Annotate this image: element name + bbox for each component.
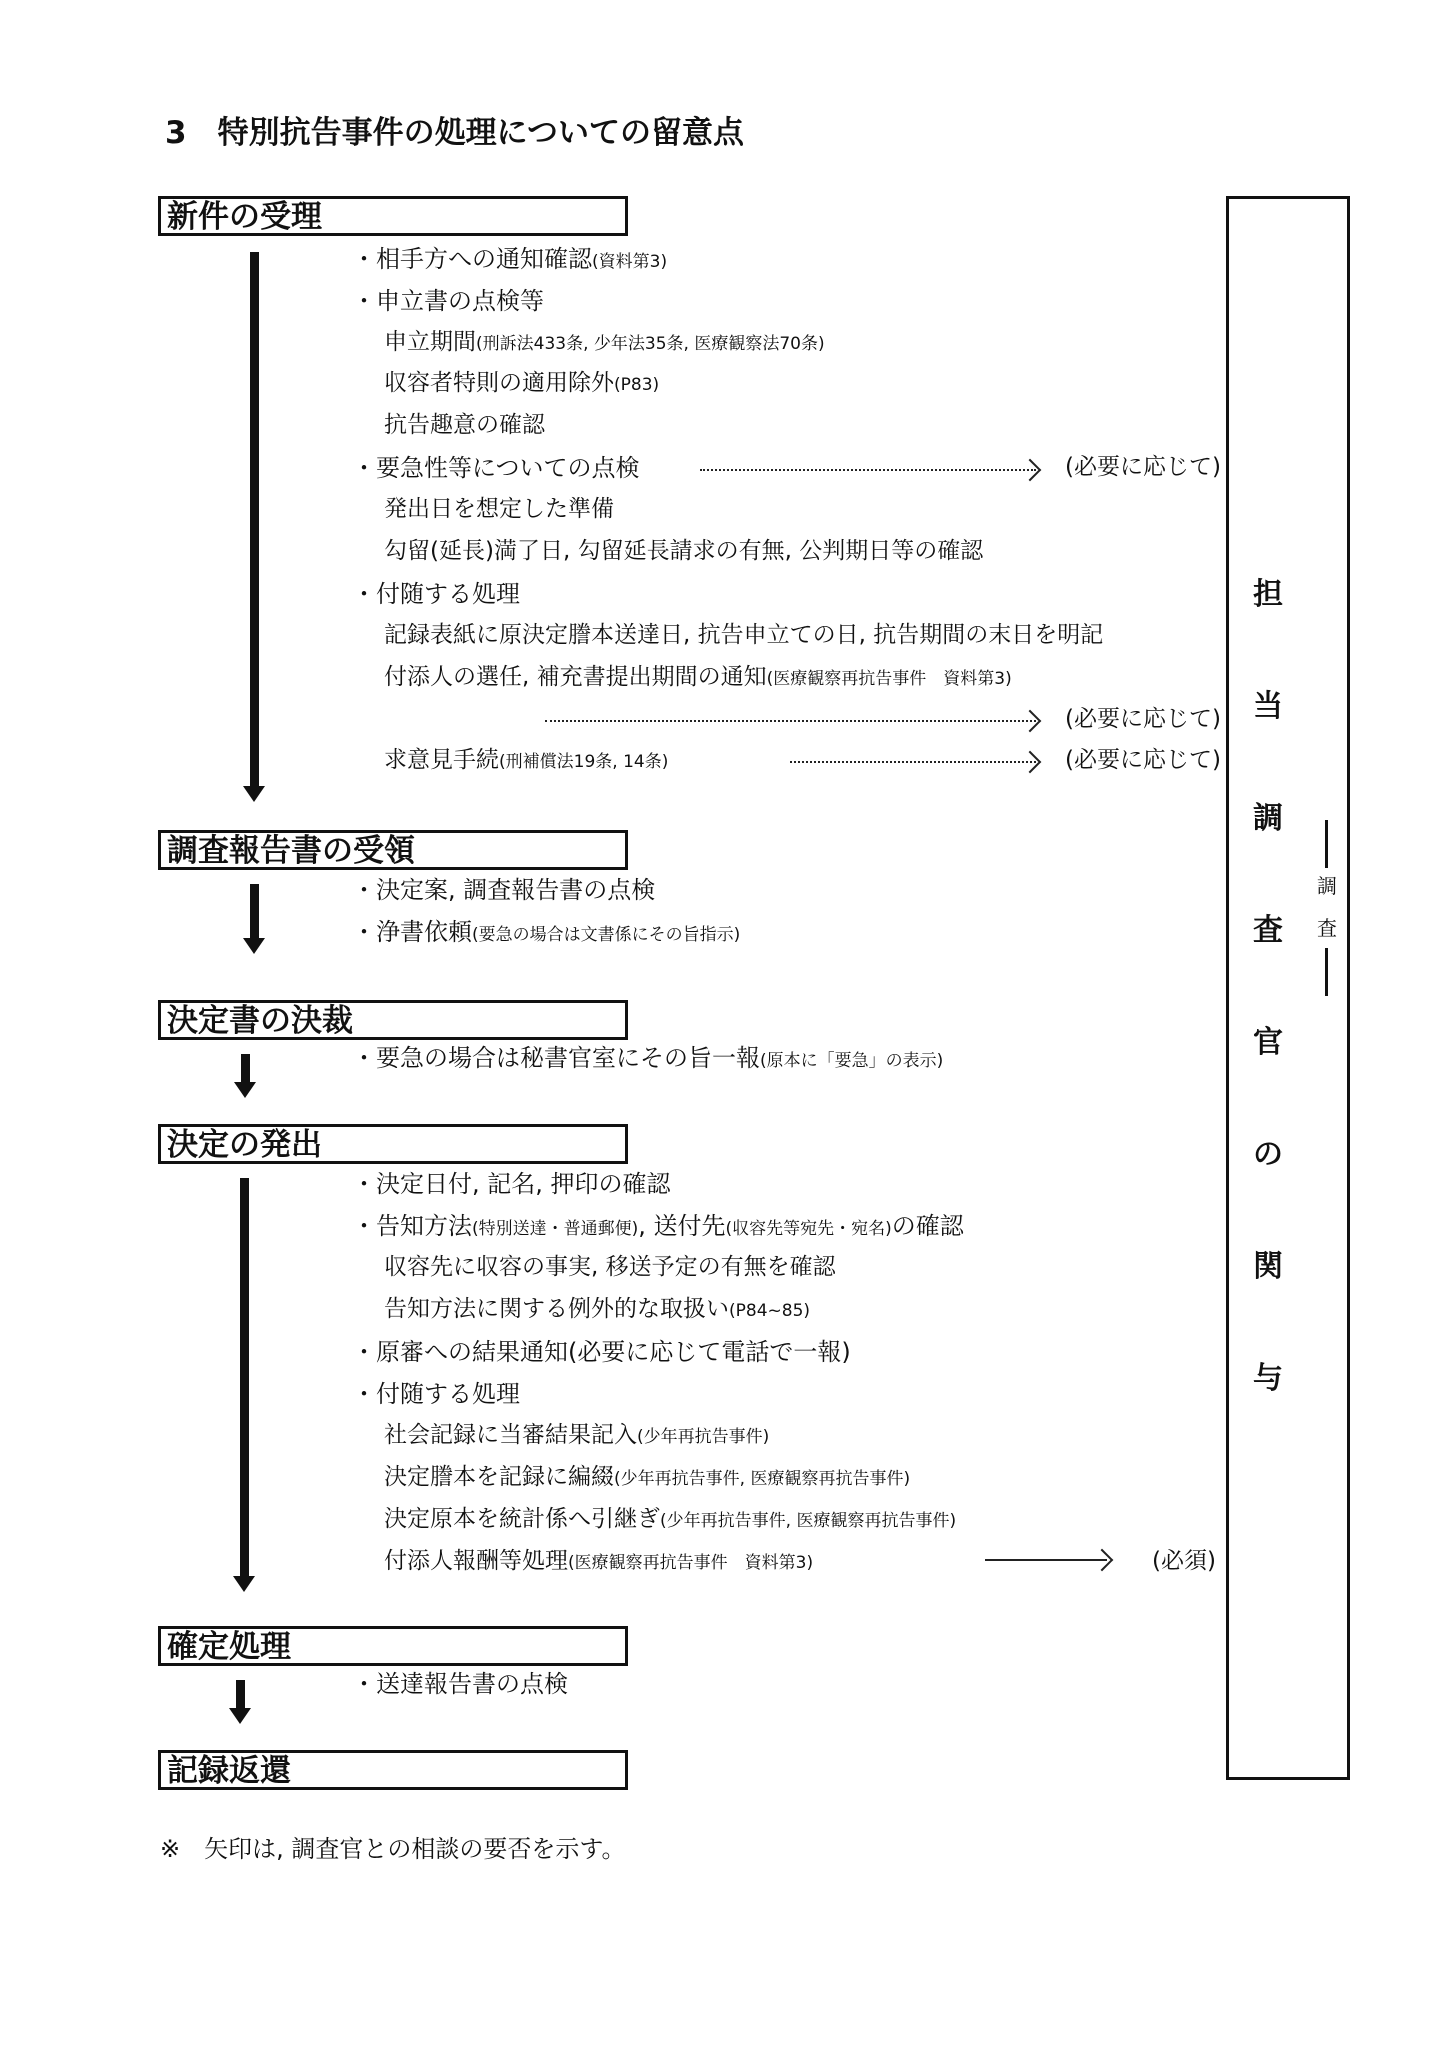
sub-label-line xyxy=(1325,948,1328,996)
consult-arrowhead xyxy=(1019,459,1042,482)
vertical-char-small: 調 xyxy=(1317,874,1337,898)
item-social-record: 社会記録に当審結果記入(少年再抗告事件) xyxy=(384,1422,770,1448)
stage-approval: 決定書の決裁 xyxy=(158,1000,628,1040)
stage-report-receipt: 調査報告書の受領 xyxy=(158,830,628,870)
flow-arrowhead xyxy=(234,1082,256,1098)
consult-arrow-line xyxy=(545,720,1036,722)
item-copy-binding: 決定謄本を記録に編綴(少年再抗告事件, 医療観察再抗告事件) xyxy=(384,1464,911,1490)
item-filing-period: 申立期間(刑訴法433条, 少年法35条, 医療観察法70条) xyxy=(384,329,825,355)
flow-arrow-shaft xyxy=(250,252,259,786)
consult-arrowhead xyxy=(1019,751,1042,774)
item-attendant-fee: 付添人報酬等処理(医療観察再抗告事件 資料第3) xyxy=(384,1548,814,1574)
flow-arrow-shaft xyxy=(240,1178,249,1576)
consult-as-needed-label: (必要に応じて) xyxy=(1065,706,1221,732)
consult-required-label: (必須) xyxy=(1152,1548,1216,1574)
item-urgent-notice: ・要急の場合は秘書官室にその旨一報(原本に「要急」の表示) xyxy=(352,1044,944,1072)
consult-arrow-line xyxy=(700,469,1036,471)
flow-arrowhead xyxy=(233,1576,255,1592)
flow-arrowhead xyxy=(243,786,265,802)
item-ancillary-processing: ・付随する処理 xyxy=(352,580,520,608)
flow-arrow-shaft xyxy=(236,1680,245,1708)
item-notification-method: ・告知方法(特別送達・普通郵便), 送付先(収容先等宛先・宛名)の確認 xyxy=(352,1212,964,1240)
flow-arrow-shaft xyxy=(241,1054,250,1082)
item-appeal-intent: 抗告趣意の確認 xyxy=(384,412,545,438)
consult-arrowhead xyxy=(1091,1549,1114,1572)
vertical-char: の xyxy=(1253,1137,1283,1172)
vertical-char: 関 xyxy=(1253,1249,1283,1284)
consult-arrow-line xyxy=(790,761,1036,763)
item-ancillary-processing-2: ・付随する処理 xyxy=(352,1380,520,1408)
flow-arrowhead xyxy=(229,1708,251,1724)
item-result-notice: ・原審への結果通知(必要に応じて電話で一報) xyxy=(352,1338,851,1366)
consult-arrow-line xyxy=(985,1559,1107,1561)
investigator-involvement-box xyxy=(1226,196,1350,1780)
stage-record-return: 記録返還 xyxy=(158,1750,628,1790)
item-notice-check: ・相手方への通知確認(資料第3) xyxy=(352,245,668,273)
vertical-char: 調 xyxy=(1253,801,1283,836)
item-exceptional-handling: 告知方法に関する例外的な取扱い(P84~85) xyxy=(384,1296,811,1322)
vertical-char: 官 xyxy=(1253,1025,1283,1060)
vertical-char: 与 xyxy=(1253,1361,1283,1396)
flow-arrow-shaft xyxy=(250,884,259,938)
consult-arrowhead xyxy=(1019,710,1042,733)
item-detainee-exception: 収容者特則の適用除外(P83) xyxy=(384,370,660,396)
item-date-seal-check: ・決定日付, 記名, 押印の確認 xyxy=(352,1170,671,1198)
vertical-char: 査 xyxy=(1253,913,1283,948)
vertical-char: 担 xyxy=(1253,577,1283,612)
footnote: ※ 矢印は, 調査官との相談の要否を示す。 xyxy=(160,1835,626,1863)
vertical-char-small: 査 xyxy=(1317,916,1337,940)
stage-issuance: 決定の発出 xyxy=(158,1124,628,1164)
consult-as-needed-label: (必要に応じて) xyxy=(1065,454,1221,480)
sub-label-line xyxy=(1325,820,1328,868)
item-issue-date-prep: 発出日を想定した準備 xyxy=(384,496,614,522)
item-opinion-request: 求意見手続(刑補償法19条, 14条) xyxy=(384,747,669,773)
page-title: 3 特別抗告事件の処理についての留意点 xyxy=(165,115,744,151)
stage-new-case: 新件の受理 xyxy=(158,196,628,236)
item-attendant-appointment: 付添人の選任, 補充書提出期間の通知(医療観察再抗告事件 資料第3) xyxy=(384,664,1012,690)
item-detention-facility-check: 収容先に収容の事実, 移送予定の有無を確認 xyxy=(384,1254,836,1280)
item-original-handover: 決定原本を統計係へ引継ぎ(少年再抗告事件, 医療観察再抗告事件) xyxy=(384,1506,957,1532)
item-urgency-check: ・要急性等についての点検 xyxy=(352,454,640,482)
consult-as-needed-label: (必要に応じて) xyxy=(1065,747,1221,773)
item-service-report-check: ・送達報告書の点検 xyxy=(352,1670,568,1698)
item-detention-check: 勾留(延長)満了日, 勾留延長請求の有無, 公判期日等の確認 xyxy=(384,538,984,564)
item-petition-inspection: ・申立書の点検等 xyxy=(352,287,544,315)
stage-finalization: 確定処理 xyxy=(158,1626,628,1666)
item-fair-copy-request: ・浄書依頼(要急の場合は文書係にその旨指示) xyxy=(352,918,741,946)
flow-arrowhead xyxy=(243,938,265,954)
vertical-char: 当 xyxy=(1253,689,1283,724)
item-draft-check: ・決定案, 調査報告書の点検 xyxy=(352,876,656,904)
item-record-cover: 記録表紙に原決定謄本送達日, 抗告申立ての日, 抗告期間の末日を明記 xyxy=(384,622,1104,648)
